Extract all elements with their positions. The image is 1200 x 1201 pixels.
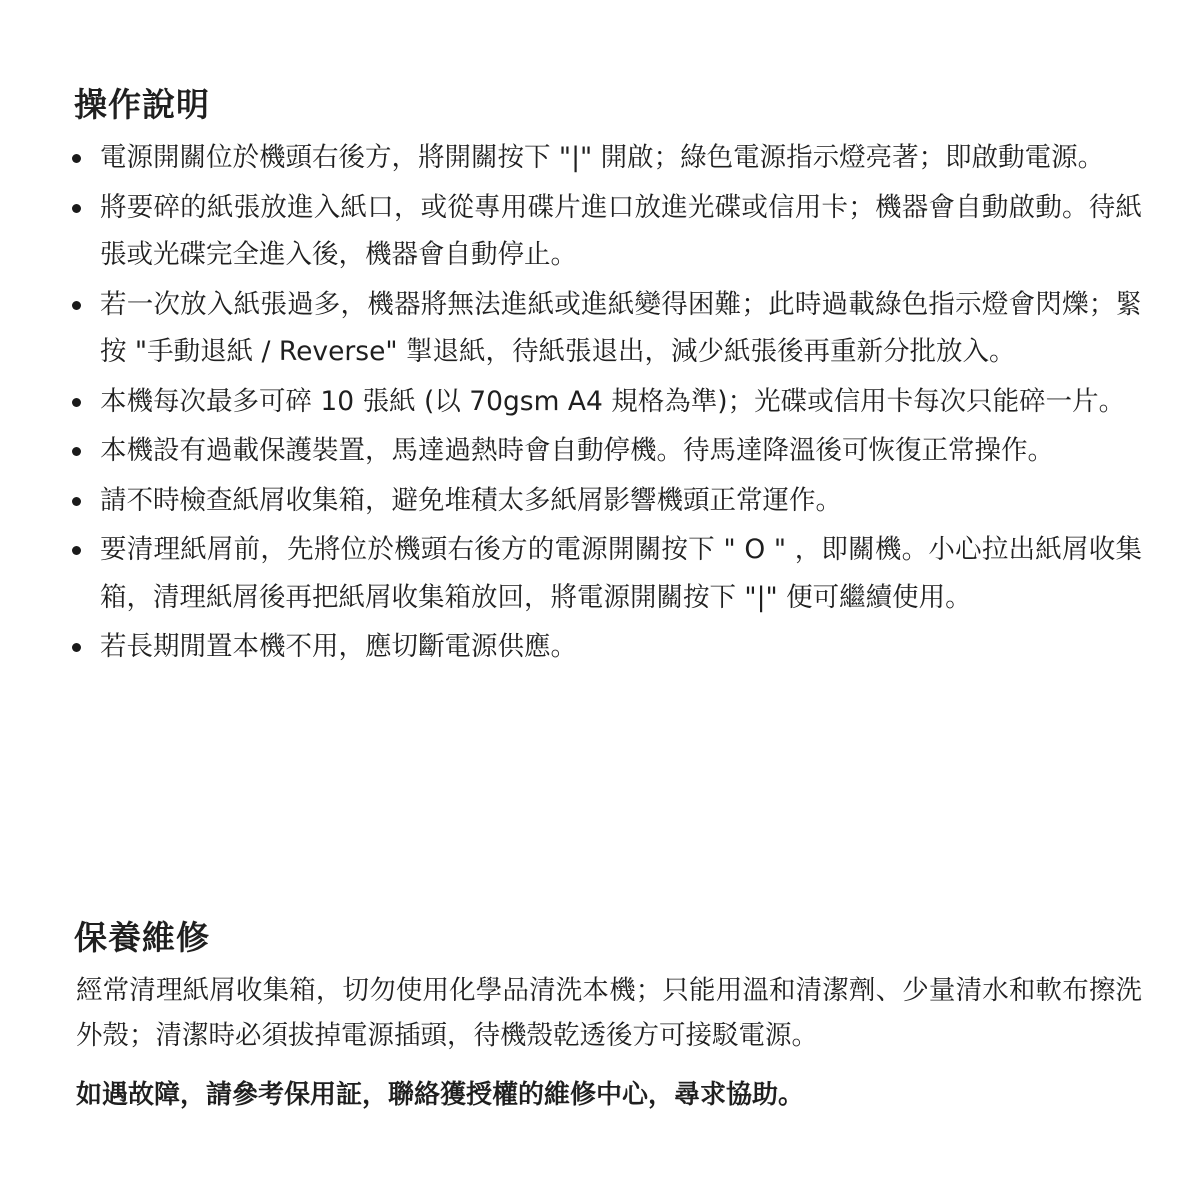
list-item	[72, 427, 1142, 475]
bullet-text: 請不時檢查紙屑收集箱，避免堆積太多紙屑影響機頭正常運作。	[100, 484, 842, 516]
bullet-text: 電源開關位於機頭右後方，將開關按下 "|" 開啟；綠色電源指示燈亮著；即啟動電源。	[100, 142, 1105, 173]
bullet-icon	[72, 497, 81, 506]
list-item	[72, 623, 1142, 671]
bullet-text: 若長期閒置本機不用，應切斷電源供應。	[100, 631, 577, 662]
bullet-text: 要清理紙屑前，先將位於機頭右後方的電源開關按下 " O " ，即關機。小心拉出紙屑收集箱，清理紙屑後再把紙屑收集箱放回，將電源開關按下 "|" 便可繼續使用。	[100, 534, 1142, 613]
list-item	[72, 477, 1142, 525]
list-item	[72, 378, 1142, 426]
bullet-icon	[72, 447, 81, 456]
repair-notice: 如遇故障，請參考保用証，聯絡獲授權的維修中心，尋求協助。	[76, 1080, 805, 1110]
list-item	[72, 184, 1142, 279]
bullet-icon	[72, 301, 81, 310]
bullet-text: 若一次放入紙張過多，機器將無法進紙或進紙變得困難；此時過載綠色指示燈會閃爍；緊按 "手動退紙 / Reverse" 掣退紙，待紙張退出，減少紙張後再重新分批放入。	[100, 288, 1142, 367]
maintenance-paragraph: 經常清理紙屑收集箱，切勿使用化學品清洗本機；只能用溫和清潔劑、少量清水和軟布擦洗外殼；清潔時必須拔掉電源插頭，待機殼乾透後方可接駁電源。	[76, 975, 1142, 1051]
bullet-icon	[72, 154, 81, 163]
bullet-icon	[72, 546, 81, 555]
bullet-text: 將要碎的紙張放進入紙口，或從專用碟片進口放進光碟或信用卡；機器會自動啟動。待紙張或光碟完全進入後，機器會自動停止。	[100, 191, 1142, 270]
bullet-text: 本機每次最多可碎 10 張紙 (以 70gsm A4 規格為準)；光碟或信用卡每次只能碎一片。	[100, 385, 1126, 417]
maintenance-title: 保養維修	[74, 918, 210, 957]
bullet-icon	[72, 643, 81, 652]
list-item	[72, 526, 1142, 621]
bullet-icon	[72, 398, 81, 407]
bullet-icon	[72, 204, 81, 213]
list-item	[72, 281, 1142, 376]
bullet-text: 本機設有過載保護裝置，馬達過熱時會自動停機。待馬達降溫後可恢復正常操作。	[100, 435, 1054, 466]
operation-bullet-list	[72, 134, 1142, 673]
list-item	[72, 134, 1142, 182]
operation-title: 操作說明	[74, 85, 210, 124]
